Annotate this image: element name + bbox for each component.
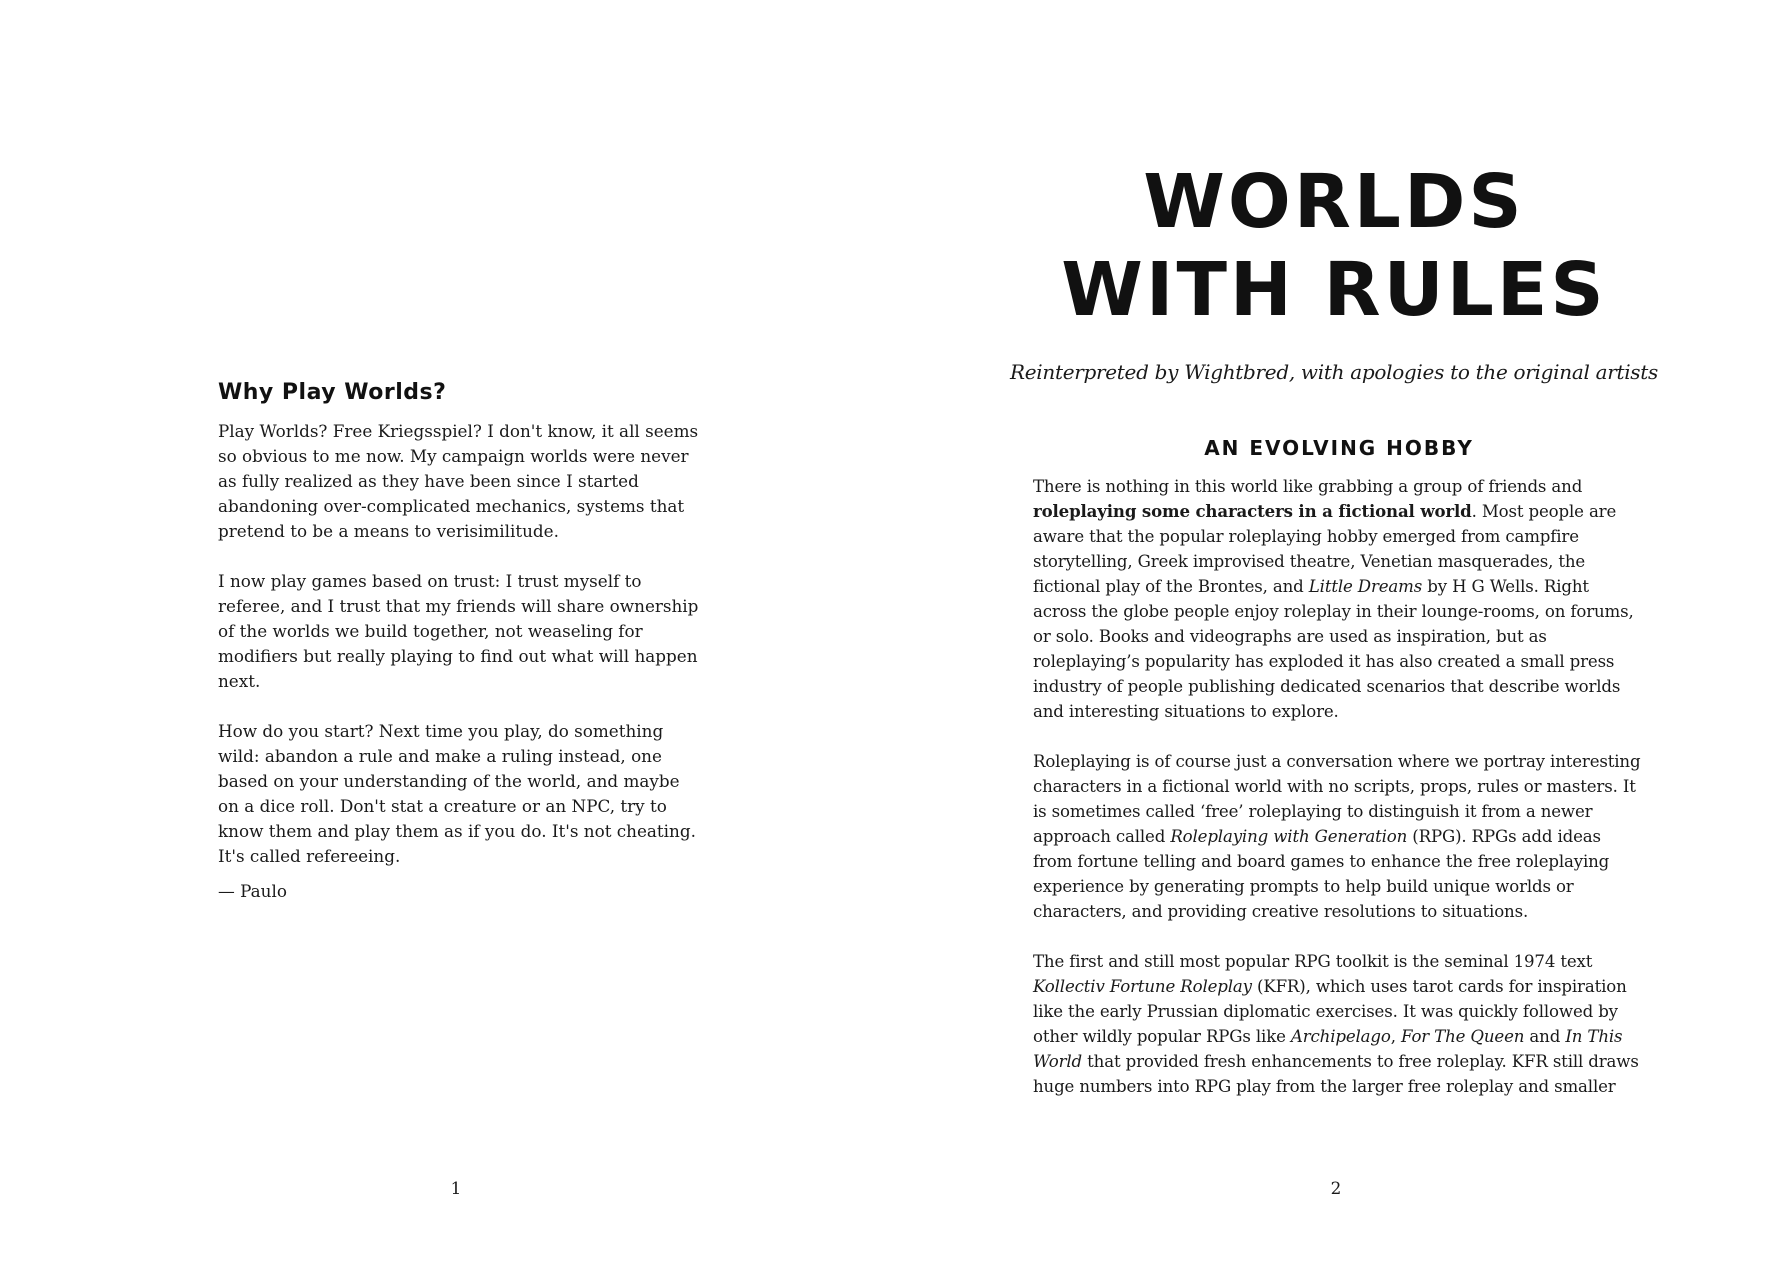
- body-paragraph: [1033, 949, 1645, 1099]
- text-run: (KFR), which uses tarot cards for inspiration like the early Prussian diplomatic exercises. It was quickly followed by other wildly popular RPGs like: [1033, 977, 1627, 1046]
- body-paragraph: I now play games based on trust: I trust myself to referee, and I trust that my friends will share ownership of the worlds we build together, not weaseling for modifiers but really playing to find out what will happen next.: [218, 571, 699, 691]
- text-run: that provided fresh enhancements to free roleplay. KFR still draws huge numbers into RPG play from the larger free roleplay and smaller: [1033, 1052, 1639, 1096]
- italic-title: Kollectiv Fortune Roleplay: [1033, 977, 1252, 996]
- text-run: (RPG). RPGs add ideas from fortune telling and board games to enhance the free roleplaying experience by generating prompts to help build unique worlds or characters, and providing creative resolutions to situations.: [1033, 827, 1610, 921]
- text-run: by H G Wells. Right across the globe people enjoy roleplay in their lounge-rooms, on forums, or solo. Books and videographs are used as inspiration, but as roleplaying’s popularity has exploded it has also created a small press industry of people publishing dedicated scenarios that describe worlds and interesting situations to explore.: [1033, 577, 1634, 721]
- book-title: [892, 158, 1776, 334]
- section-heading: AN EVOLVING HOBBY: [1204, 436, 1474, 460]
- signature: — Paulo: [218, 881, 287, 901]
- text-run: and: [1524, 1027, 1566, 1046]
- italic-title: In This World: [1033, 1027, 1623, 1071]
- italic-title: Archipelago: [1290, 1027, 1391, 1046]
- text-run: There is nothing in this world like grabbing a group of friends and: [1033, 477, 1583, 496]
- section-heading: Why Play Worlds?: [218, 380, 447, 405]
- text-run: Roleplaying is of course just a conversation where we portray interesting characters in a fictional world with no scripts, props, rules or masters. It is sometimes called ‘free’ roleplaying to distinguish it from a newer approach called: [1033, 752, 1641, 846]
- page-number: 1: [450, 1178, 462, 1198]
- body-paragraph: [1033, 749, 1645, 924]
- italic-title: Little Dreams: [1308, 577, 1423, 596]
- title-line: WORLDS: [1143, 159, 1525, 245]
- body-paragraph: [1033, 474, 1645, 724]
- right-page: [892, 0, 1784, 1275]
- page-number: 2: [1330, 1178, 1342, 1198]
- bold-text: roleplaying some characters in a fictional world: [1033, 501, 1472, 521]
- right-page-column: [1033, 436, 1645, 1099]
- body-paragraph: How do you start? Next time you play, do something wild: abandon a rule and make a ruling instead, one based on your understanding of the world, and maybe on a dice roll. Don't stat a creature or an NPC, try to know them and play them as if you do. It's not cheating. It's called refereeing.: [218, 721, 696, 866]
- text-run: . Most people are aware that the popular roleplaying hobby emerged from campfire storytelling, Greek improvised theatre, Venetian masquerades, the fictional play of the Brontes, and: [1033, 502, 1617, 596]
- title-line: WITH RULES: [1061, 247, 1607, 333]
- body-paragraph: Play Worlds? Free Kriegsspiel? I don't know, it all seems so obvious to me now. My campaign worlds were never as fully realized as they have been since I started abandoning over-complicated mechanics, systems that pretend to be a means to verisimilitude.: [218, 421, 699, 541]
- left-page-column: [218, 380, 700, 904]
- text-run: The first and still most popular RPG toolkit is the seminal 1974 text: [1033, 952, 1593, 971]
- subtitle: Reinterpreted by Wightbred, with apologies to the original artists: [1010, 360, 1658, 384]
- italic-title: For The Queen: [1400, 1027, 1525, 1046]
- text-run: ,: [1390, 1027, 1401, 1046]
- italic-title: Roleplaying with Generation: [1170, 827, 1408, 846]
